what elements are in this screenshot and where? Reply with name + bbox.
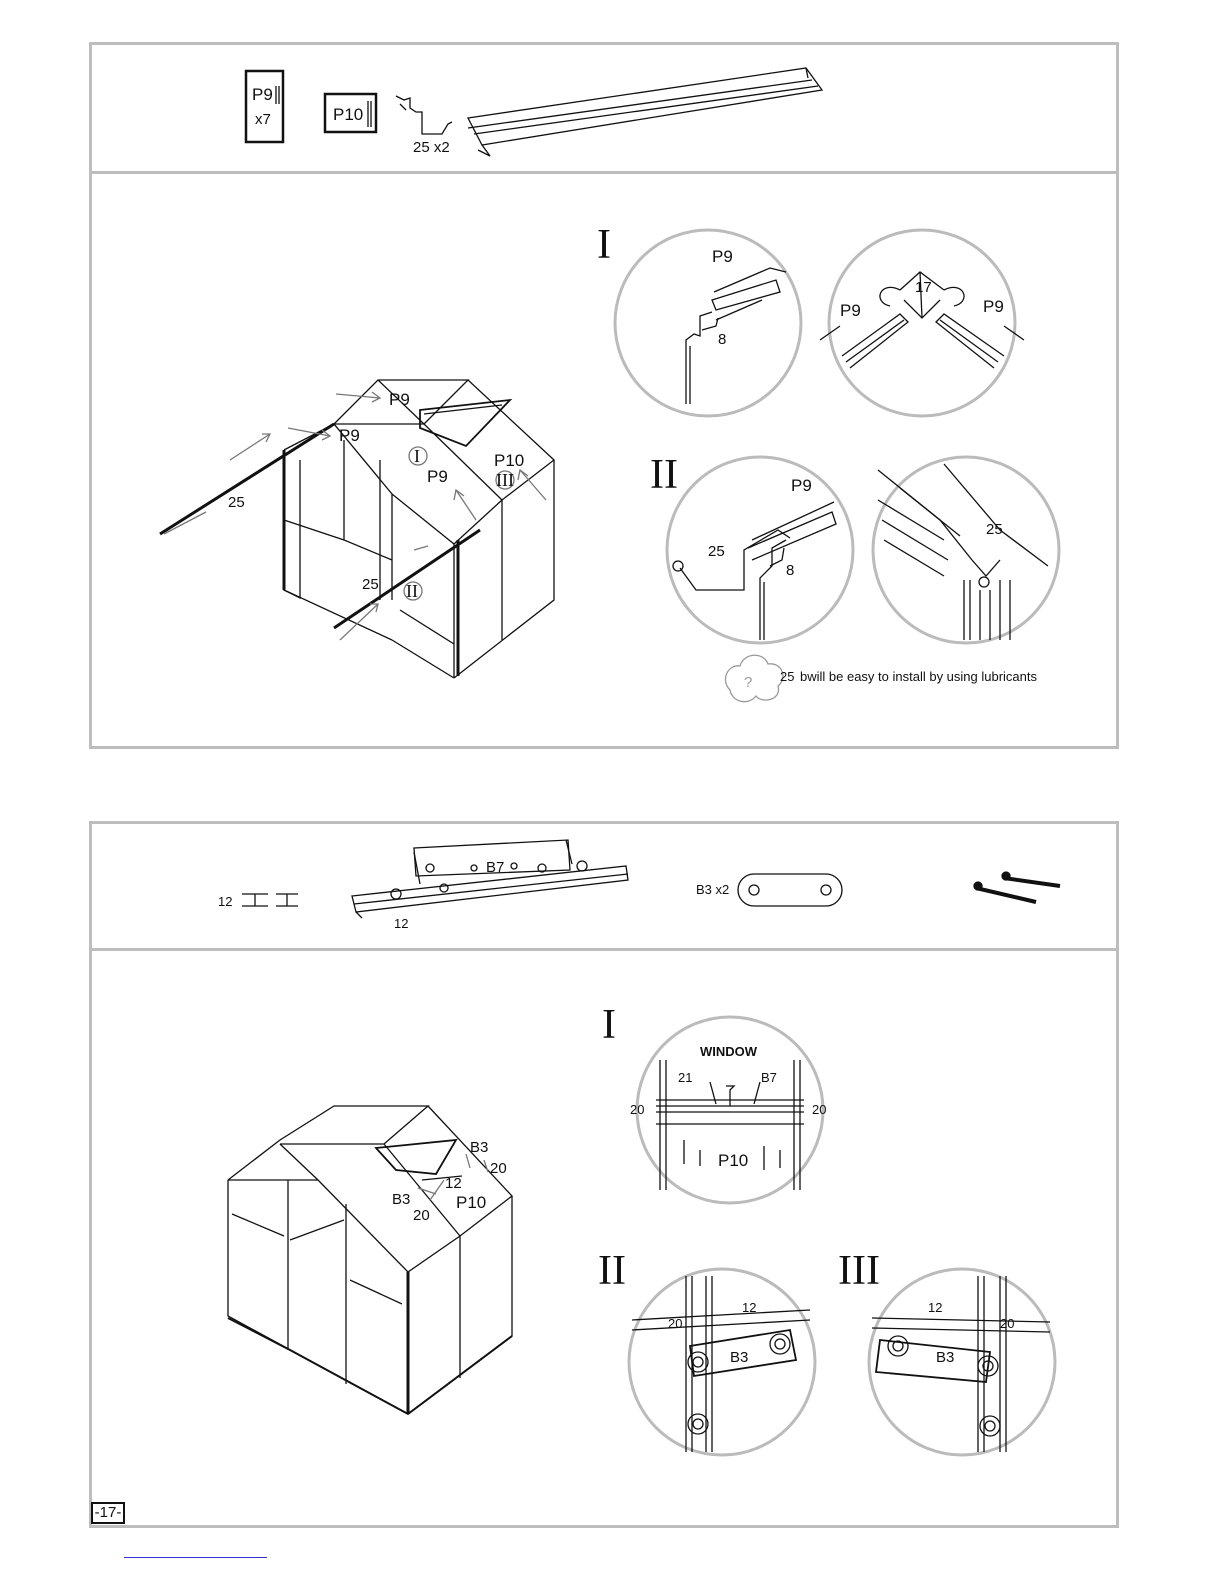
detail-iii-20-label: 20 <box>1000 1316 1015 1331</box>
tip-question-mark: ? <box>744 674 753 691</box>
detail-circle-b3-left <box>629 1269 815 1455</box>
detail-p10-label: P10 <box>718 1151 749 1170</box>
detail-i-p9-label: P9 <box>712 247 733 266</box>
detail-iii-b3-label: B3 <box>936 1349 955 1366</box>
detail-circle-i-a <box>615 230 801 416</box>
bolt-nut-set-icon <box>974 872 1060 902</box>
p10-part-label: P10 <box>333 105 364 124</box>
b3-qty-label: B3 x2 <box>696 882 730 897</box>
detail-roman-i: I <box>597 222 611 268</box>
main-label-p9-b: P9 <box>339 426 360 445</box>
main-label-20-a: 20 <box>490 1160 507 1177</box>
marker-i: I <box>414 446 420 466</box>
detail-roman-i-bottom: I <box>602 1002 616 1048</box>
part-25-qty-label: 25 x2 <box>413 139 450 156</box>
detail-iii-12-label: 12 <box>928 1300 943 1315</box>
detail-b7-label: B7 <box>761 1070 777 1085</box>
detail-circle-i-b <box>820 230 1024 416</box>
part-25-rail-drawing <box>468 68 822 156</box>
detail-i-8-label: 8 <box>718 331 727 348</box>
rail-12-label: 12 <box>394 916 409 931</box>
detail-ii-b3-label: B3 <box>730 1349 749 1366</box>
b7-label: B7 <box>486 859 505 876</box>
detail-20-right-label: 20 <box>812 1102 827 1117</box>
detail-roman-ii-bottom: II <box>598 1248 626 1294</box>
detail-circle-ii-b <box>873 457 1059 643</box>
detail-i-17-label: 17 <box>915 279 932 296</box>
detail-circle-ii-a <box>667 457 853 643</box>
b3-plate-part <box>738 874 842 906</box>
part-12-rail-with-b7 <box>352 840 628 918</box>
footer-link-underline <box>124 1557 267 1558</box>
main-label-b3-a: B3 <box>470 1139 489 1156</box>
p9-part-label: P9 <box>252 85 273 104</box>
main-label-25-a: 25 <box>228 494 245 511</box>
p9-qty-label: x7 <box>255 111 271 128</box>
main-label-p9-a: P9 <box>389 390 410 409</box>
main-label-b3-b: B3 <box>392 1191 411 1208</box>
main-label-p9-c: P9 <box>427 467 448 486</box>
detail-ii-p9-label: P9 <box>791 476 812 495</box>
main-label-p10: P10 <box>456 1193 487 1212</box>
detail-roman-iii-bottom: III <box>838 1248 880 1294</box>
main-label-12: 12 <box>445 1175 462 1192</box>
detail-i-p9-right-label: P9 <box>983 297 1004 316</box>
window-label: WINDOW <box>700 1044 758 1059</box>
detail-ii-20-label: 20 <box>668 1316 683 1331</box>
tip-text: bwill be easy to install by using lubricants <box>800 669 1038 684</box>
p9-panel-part <box>246 71 283 142</box>
main-label-25-b: 25 <box>362 576 379 593</box>
part-12-label: 12 <box>218 894 233 909</box>
marker-iii: III <box>496 470 514 490</box>
detail-ii-25-label: 25 <box>708 543 725 560</box>
main-label-20-b: 20 <box>413 1207 430 1224</box>
marker-ii: II <box>406 581 418 601</box>
greenhouse-top-drawing <box>160 380 554 678</box>
detail-i-p9-left-label: P9 <box>840 301 861 320</box>
detail-ii-12-label: 12 <box>742 1300 757 1315</box>
part-12-profile-icon <box>242 894 298 906</box>
page-number: -17- <box>91 1502 125 1524</box>
detail-21-label: 21 <box>678 1070 693 1085</box>
question-cloud-icon <box>725 655 782 701</box>
detail-ii-8-label: 8 <box>786 562 795 579</box>
tip-part-number: 25 <box>780 669 795 684</box>
part-25-profile-icon <box>396 96 452 134</box>
detail-roman-ii: II <box>650 452 678 498</box>
detail-circle-b3-right <box>869 1269 1055 1455</box>
main-label-p10: P10 <box>494 451 525 470</box>
detail-ii-25b-label: 25 <box>986 521 1003 538</box>
detail-20-left-label: 20 <box>630 1102 645 1117</box>
